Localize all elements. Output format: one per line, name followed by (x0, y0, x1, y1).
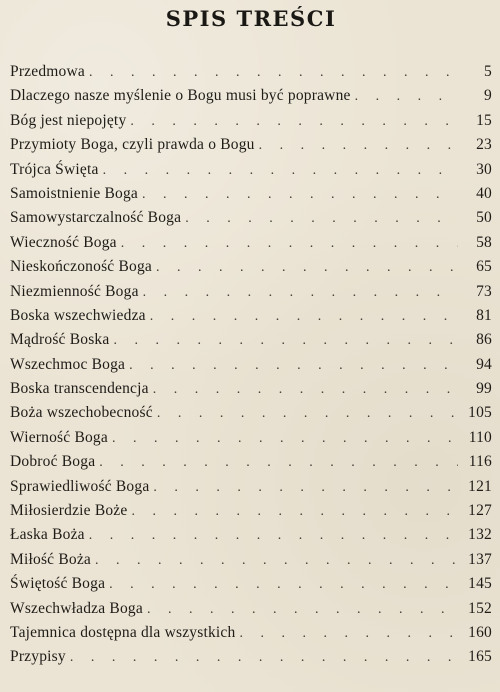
toc-entry (10, 645, 492, 669)
toc-entry (10, 523, 492, 547)
toc-entry (10, 206, 492, 230)
toc-entry (10, 255, 492, 279)
entry-title: Świętość Boga (10, 575, 106, 593)
toc-entry (10, 109, 492, 133)
toc-entry (10, 548, 492, 572)
entry-title: Sprawiedliwość Boga (10, 477, 150, 495)
dot-leader (131, 500, 458, 524)
entry-page-number: 23 (476, 136, 492, 154)
entry-title: Boża wszechobecność (10, 404, 153, 422)
entry-page-number: 165 (468, 648, 492, 666)
entry-title: Samoistnienie Boga (10, 184, 139, 202)
entry-title: Przypisy (10, 648, 66, 666)
entry-page-number: 152 (468, 599, 492, 617)
toc-entry (10, 426, 492, 450)
toc-entry (10, 231, 492, 255)
entry-title: Niezmienność Boga (10, 282, 139, 300)
entry-page-number: 160 (468, 623, 492, 641)
dot-leader (239, 622, 458, 646)
entry-title: Trójca Święta (10, 160, 99, 178)
toc-entry (10, 328, 492, 352)
entry-title: Bóg jest niepojęty (10, 111, 127, 129)
dot-leader (89, 61, 458, 85)
entry-title: Boska wszechwiedza (10, 306, 146, 324)
entry-page-number: 110 (468, 428, 492, 446)
entry-title: Mądrość Boska (10, 331, 110, 349)
entry-page-number: 127 (468, 502, 492, 520)
entry-title: Nieskończoność Boga (10, 258, 152, 276)
toc-entry (10, 475, 492, 499)
dot-leader (153, 476, 458, 500)
toc-entry (10, 133, 492, 157)
entry-title: Samowystarczalność Boga (10, 209, 182, 227)
dot-leader (103, 159, 458, 183)
toc-entry (10, 280, 492, 304)
entry-page-number: 81 (476, 306, 492, 324)
toc-entry (10, 377, 492, 401)
dot-leader (355, 85, 458, 109)
table-of-contents (10, 60, 492, 670)
dot-leader (113, 329, 458, 353)
toc-entry (10, 572, 492, 596)
entry-page-number: 132 (468, 526, 492, 544)
entry-page-number: 65 (476, 258, 492, 276)
entry-page-number: 73 (476, 282, 492, 300)
dot-leader (89, 524, 458, 548)
entry-title: Boska transcendencja (10, 380, 149, 398)
page-title: SPIS TREŚCI (165, 6, 337, 31)
entry-title: Wszechwładza Boga (10, 599, 143, 617)
entry-title: Dlaczego nasze myślenie o Bogu musi być poprawne (10, 87, 351, 105)
entry-page-number: 145 (468, 575, 492, 593)
dot-leader (143, 281, 458, 305)
entry-page-number: 116 (468, 453, 492, 471)
toc-entry (10, 353, 492, 377)
dot-leader (142, 183, 458, 207)
dot-leader (70, 646, 458, 670)
entry-title: Wierność Boga (10, 428, 108, 446)
entry-page-number: 5 (484, 63, 492, 80)
toc-entry (10, 401, 492, 425)
entry-title: Łaska Boża (10, 526, 85, 544)
dot-leader (156, 256, 458, 280)
entry-title: Wieczność Boga (10, 233, 117, 251)
toc-entry (10, 84, 492, 108)
toc-entry (10, 621, 492, 645)
entry-title: Miłosierdzie Boże (10, 502, 128, 520)
entry-page-number: 94 (476, 355, 492, 373)
entry-page-number: 99 (476, 380, 492, 398)
toc-entry (10, 597, 492, 621)
entry-title: Dobroć Boga (10, 453, 96, 471)
entry-page-number: 121 (468, 477, 492, 495)
entry-page-number: 50 (476, 209, 492, 227)
dot-leader (147, 598, 458, 622)
entry-title: Tajemnica dostępna dla wszystkich (10, 623, 236, 641)
toc-entry (10, 450, 492, 474)
dot-leader (185, 207, 458, 231)
entry-page-number: 15 (476, 111, 492, 129)
toc-entry (10, 304, 492, 328)
dot-leader (153, 378, 458, 402)
dot-leader (99, 451, 458, 475)
dot-leader (95, 549, 458, 573)
entry-page-number: 30 (476, 160, 492, 178)
entry-page-number: 137 (468, 550, 492, 568)
dot-leader (121, 232, 458, 256)
toc-entry (10, 499, 492, 523)
entry-page-number: 58 (476, 233, 492, 251)
entry-page-number: 105 (468, 404, 492, 422)
entry-title: Miłość Boża (10, 550, 91, 568)
entry-page-number: 40 (476, 184, 492, 202)
entry-title: Przedmowa (10, 63, 85, 80)
entry-page-number: 9 (484, 87, 492, 105)
dot-leader (129, 354, 458, 378)
entry-title: Przymioty Boga, czyli prawda o Bogu (10, 136, 255, 154)
toc-entry (10, 182, 492, 206)
dot-leader (112, 427, 458, 451)
toc-entry (10, 60, 492, 84)
entry-page-number: 86 (476, 331, 492, 349)
dot-leader (130, 110, 458, 134)
entry-title: Wszechmoc Boga (10, 355, 126, 373)
toc-entry (10, 158, 492, 182)
dot-leader (109, 573, 458, 597)
dot-leader (150, 305, 458, 329)
dot-leader (259, 134, 458, 158)
dot-leader (157, 402, 458, 426)
